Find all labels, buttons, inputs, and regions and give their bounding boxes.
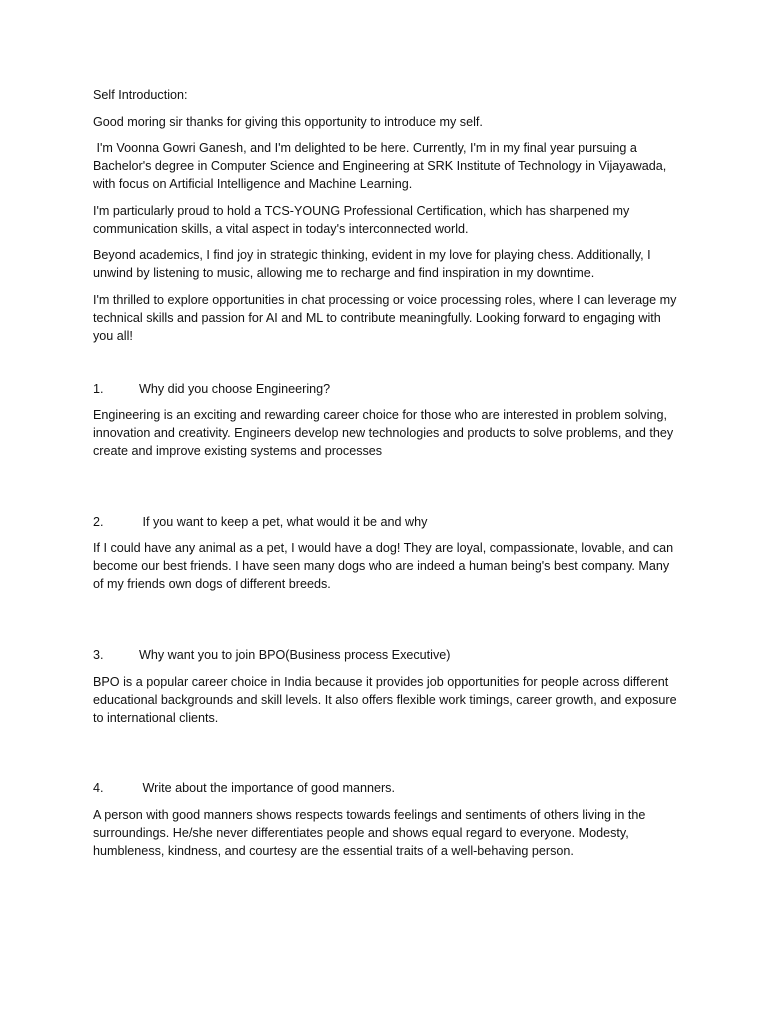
answer-paragraph-4: A person with good manners shows respects towards feelings and sentiments of others living in the surroundings. He/she never differentiates people and shows equal regard to everyone. Modesty, humbleness, kindness, and courtesy are the essential traits of a well-behaving person. xyxy=(93,807,646,858)
question-heading-2 xyxy=(93,513,678,531)
question-heading-3 xyxy=(93,646,678,664)
answer-paragraph-3: BPO is a popular career choice in India because it provides job opportunities for people across different educational backgrounds and skill levels. It also offers flexible work timings, career growth, and exposure to international clients. xyxy=(93,674,677,725)
question-number-1: 1. xyxy=(93,381,104,396)
question-number-2: 2. xyxy=(93,514,104,529)
intro-paragraph-background: I'm Voonna Gowri Ganesh, and I'm delighted to be here. Currently, I'm in my final year pursuing a Bachelor's degree in Computer Science and Engineering at SRK Institute of Technology in Vijayawada, with focus on Artificial Intelligence and Machine Learning. xyxy=(93,141,670,192)
question-heading-4 xyxy=(93,779,678,797)
blank-lines xyxy=(93,469,678,513)
blank-lines xyxy=(93,602,678,646)
document-title: Self Introduction: xyxy=(93,88,188,102)
intro-paragraph-hobbies: Beyond academics, I find joy in strategic thinking, evident in my love for playing chess. Additionally, I unwind by listening to music, allowing me to recharge and find inspiration in my downtime. xyxy=(93,248,651,281)
question-text-1: Why did you choose Engineering? xyxy=(139,381,331,396)
question-heading-1 xyxy=(93,380,678,398)
greeting-paragraph: Good moring sir thanks for giving this opportunity to introduce my self. xyxy=(93,114,483,129)
question-number-3: 3. xyxy=(93,647,104,662)
blank-line xyxy=(93,354,678,380)
answer-paragraph-2: If I could have any animal as a pet, I would have a dog! They are loyal, compassionate, lovable, and can become our best friends. I have seen many dogs who are indeed a human being's best company. Many of my friends own dogs of different breeds. xyxy=(93,541,674,592)
question-number-4: 4. xyxy=(93,781,104,796)
intro-paragraph-certification: I'm particularly proud to hold a TCS-YOUNG Professional Certification, which has sharpened my communication skills, a vital aspect in today's interconnected world. xyxy=(93,203,630,236)
answer-paragraph-1: Engineering is an exciting and rewarding career choice for those who are interested in problem solving, innovation and creativity. Engineers develop new technologies and products to solve problems, and they create and improve existing systems and processes xyxy=(93,408,674,459)
question-text-4: Write about the importance of good manners. xyxy=(139,781,395,796)
document-body xyxy=(93,86,678,868)
blank-lines xyxy=(93,735,678,779)
question-text-3: Why want you to join BPO(Business process Executive) xyxy=(139,647,451,662)
question-text-2: If you want to keep a pet, what would it be and why xyxy=(139,514,428,529)
intro-paragraph-closing: I'm thrilled to explore opportunities in chat processing or voice processing roles, where I can leverage my technical skills and passion for AI and ML to contribute meaningfully. Looking forward to engaging with you all! xyxy=(93,292,677,343)
